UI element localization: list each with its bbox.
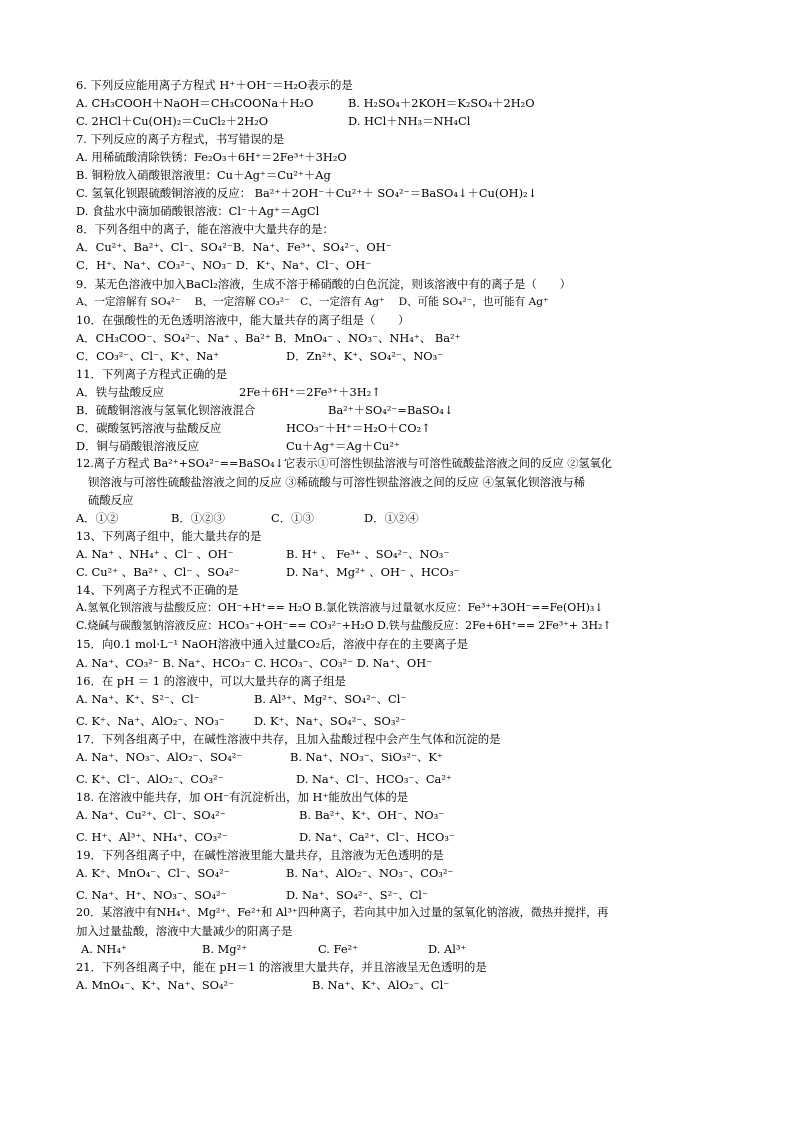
q10-options-ab: A．CH₃COO⁻、SO₄²⁻、Na⁺ 、Ba²⁺ B．MnO₄⁻ 、NO₃⁻、NH₄⁺、 Ba²⁺ [76, 330, 461, 345]
question-12-stem-line2: 钡溶液与可溶性硫酸盐溶液之间的反应 ③稀硫酸与可溶性钡盐溶液之间的反应 ④氢氧化钡溶液与稀 [88, 475, 586, 490]
question-19-stem: 19．下列各组离子中，在碱性溶液里能大量共存，且溶液为无色透明的是 [76, 847, 444, 862]
q18-option-c: C. H⁺、Al³⁺、NH₄⁺、CO₃²⁻ [76, 829, 228, 844]
q12-option-d: D．①②④ [364, 511, 419, 526]
q10-option-c: C．CO₃²⁻、Cl⁻、K⁺、Na⁺ [76, 348, 220, 363]
q12-option-a: A．①② [76, 511, 119, 526]
question-12-stem-line1: 12.离子方程式 Ba²⁺+SO₄²⁻==BaSO₄↓它表示①可溶性钡盐溶液与可溶性硫酸盐溶液之间的反应 ②氢氧化 [76, 456, 612, 470]
question-13-stem: 13、下列离子组中，能大量共存的是 [76, 529, 262, 544]
q9-options: A、一定溶解有 SO₄²⁻ B、一定溶解 CO₃²⁻ C、一定溶有 Ag⁺ D、可能 SO₄²⁻，也可能有 Ag⁺ [76, 295, 549, 308]
q6-option-c: C. 2HCl＋Cu(OH)₂＝CuCl₂＋2H₂O [76, 114, 269, 129]
q19-option-b: B. Na⁺、AlO₂⁻、NO₃⁻、CO₃²⁻ [286, 866, 454, 881]
q18-option-a: A. Na⁺、Cu²⁺、Cl⁻、SO₄²⁻ [76, 807, 226, 822]
q11-option-d-equation: Cu＋Ag⁺＝Ag＋Cu²⁺ [286, 438, 400, 453]
q19-option-d: D. Na⁺、SO₄²⁻、S²⁻、Cl⁻ [286, 888, 428, 903]
question-8-stem: 8．下列各组中的离子，能在溶液中大量共存的是： [76, 222, 334, 237]
q16-options-cd [76, 712, 736, 730]
q7-option-d: D. 食盐水中滴加硝酸银溶液：Cl⁻＋Ag⁺＝AgCl [76, 204, 320, 219]
question-21-stem: 21．下列各组离子中，能在 pH＝1 的溶液里大量共存，并且溶液呈无色透明的是 [76, 960, 487, 975]
question-6-options-ab [76, 94, 736, 112]
q11-option-d-label: D．铜与硝酸银溶液反应 [76, 438, 200, 453]
q21-option-b: B. Na⁺、K⁺、AlO₂⁻、Cl⁻ [312, 978, 450, 993]
q6-option-a: A. CH₃COOH＋NaOH＝CH₃COONa＋H₂O [76, 96, 314, 111]
q16-option-a: A. Na⁺、K⁺、S²⁻、Cl⁻ [76, 691, 200, 706]
q11-option-c [76, 419, 736, 437]
q13-option-a: A. Na⁺ 、NH₄⁺ 、Cl⁻ 、OH⁻ [76, 547, 234, 562]
worksheet-page [76, 76, 736, 994]
question-12-stem-line3: 硫酸反应 [88, 493, 134, 508]
q13-option-d: D. Na⁺、Mg²⁺ 、OH⁻ 、HCO₃⁻ [286, 565, 460, 580]
question-10-stem: 10．在强酸性的无色透明溶液中，能大量共存的离子组是（ ） [76, 312, 410, 327]
q11-option-c-equation: HCO₃⁻＋H⁺＝H₂O＋CO₂↑ [286, 420, 431, 435]
q17-option-c: C. K⁺、Cl⁻、AlO₂⁻、CO₃²⁻ [76, 771, 224, 786]
q18-option-d: D. Na⁺、Ca²⁺、Cl⁻、HCO₃⁻ [299, 829, 455, 844]
q7-option-b: B. 铜粉放入硝酸银溶液里：Cu＋Ag⁺＝Cu²⁺＋Ag [76, 168, 331, 183]
question-18-stem: 18. 在溶液中能共存，加 OH⁻有沉淀析出，加 H⁺能放出气体的是 [76, 789, 409, 804]
q17-option-d: D. Na⁺、Cl⁻、HCO₃⁻、Ca²⁺ [296, 771, 452, 786]
q8-options-cd: C．H⁺、Na⁺、CO₃²⁻、NO₃⁻ D．K⁺、Na⁺、Cl⁻、OH⁻ [76, 258, 372, 273]
q20-option-b: B. Mg²⁺ [202, 942, 248, 957]
q13-option-c: C. Cu²⁺ 、Ba²⁺ 、Cl⁻ 、SO₄²⁻ [76, 565, 240, 580]
question-6-stem: 6. 下列反应能用离子方程式 H⁺＋OH⁻＝H₂O表示的是 [76, 78, 353, 92]
q15-options: A. Na⁺、CO₃²⁻ B. Na⁺、HCO₃⁻ C. HCO₃⁻、CO₃²⁻ D. Na⁺、OH⁻ [76, 655, 433, 670]
question-20-stem-line1: 20．某溶液中有NH₄⁺、Mg²⁺、Fe²⁺和 Al³⁺四种离子，若向其中加入过量的氢氧化钠溶液，微热并搅拌，再 [76, 906, 609, 920]
q21-options-ab [76, 976, 736, 994]
q11-option-b-label: B．硫酸铜溶液与氢氧化钡溶液混合 [76, 402, 256, 417]
question-17-stem: 17．下列各组离子中，在碱性溶液中共存，且加入盐酸过程中会产生气体和沉淀的是 [76, 731, 501, 746]
q13-options-ab [76, 545, 736, 563]
q10-options-cd [76, 347, 736, 365]
q18-option-b: B. Ba²⁺、K⁺、OH⁻、NO₃⁻ [299, 807, 445, 822]
q16-option-b: B. Al³⁺、Mg²⁺、SO₄²⁻、Cl⁻ [254, 691, 407, 706]
q19-option-a: A. K⁺、MnO₄⁻、Cl⁻、SO₄²⁻ [76, 866, 230, 881]
question-15-stem: 15．向0.1 mol·L⁻¹ NaOH溶液中通入过量CO₂后，溶液中存在的主要离子是 [76, 637, 469, 652]
q20-option-d: D. Al³⁺ [428, 942, 467, 957]
q12-option-b: B．①②③ [171, 511, 225, 526]
question-20-stem-line2: 加入过量盐酸，溶液中大量减少的阳离子是 [76, 924, 293, 939]
question-16-stem: 16．在 pH ＝ 1 的溶液中，可以大量共存的离子组是 [76, 673, 346, 688]
q11-option-d [76, 437, 736, 455]
q8-options-ab: A．Cu²⁺、Ba²⁺、Cl⁻、SO₄²⁻B．Na⁺、Fe³⁺、SO₄²⁻、OH⁻ [76, 240, 392, 255]
q10-option-d: D．Zn²⁺、K⁺、SO₄²⁻、NO₃⁻ [286, 348, 444, 363]
q7-option-c: C. 氢氧化钡跟硫酸铜溶液的反应： Ba²⁺＋2OH⁻＋Cu²⁺＋ SO₄²⁻＝BaSO₄↓＋Cu(OH)₂↓ [76, 186, 538, 201]
q11-option-b [76, 401, 736, 419]
q11-option-b-equation: Ba²⁺＋SO₄²⁻=BaSO₄↓ [328, 402, 454, 417]
q19-options-ab [76, 864, 736, 882]
question-14-stem: 14、下列离子方程式不正确的是 [76, 583, 239, 598]
q17-option-b: B. Na⁺、NO₃⁻、SiO₃²⁻、K⁺ [290, 749, 443, 764]
question-9-stem: 9．某无色溶液中加入BaCl₂溶液，生成不溶于稀硝酸的白色沉淀，则该溶液中有的离子是（ ） [76, 276, 571, 291]
q19-option-c: C. Na⁺、H⁺、NO₃⁻、SO₄²⁻ [76, 888, 227, 903]
q13-options-cd [76, 563, 736, 581]
q14-options-cd: C.烧碱与碳酸氢钠溶液反应：HCO₃⁻+OH⁻== CO₃²⁻+H₂O D.铁与盐酸反应：2Fe+6H⁺== 2Fe³⁺+ 3H₂↑ [76, 619, 612, 633]
q16-options-ab [76, 690, 736, 708]
q19-options-cd [76, 886, 736, 904]
question-6-options-cd [76, 112, 736, 130]
q7-option-a: A. 用稀硫酸清除铁锈：Fe₂O₃＋6H⁺＝2Fe³⁺＋3H₂O [76, 150, 347, 165]
q18-options-cd [76, 828, 736, 846]
q20-options [76, 940, 736, 958]
q21-option-a: A. MnO₄⁻、K⁺、Na⁺、SO₄²⁻ [76, 978, 235, 993]
q18-options-ab [76, 806, 736, 824]
q11-option-a [76, 383, 736, 401]
q12-option-c: C．①③ [271, 511, 314, 526]
q17-option-a: A. Na⁺、NO₃⁻、AlO₂⁻、SO₄²⁻ [76, 749, 243, 764]
q16-option-d: D. K⁺、Na⁺、SO₄²⁻、SO₃²⁻ [254, 713, 407, 728]
q6-option-b: B. H₂SO₄＋2KOH＝K₂SO₄＋2H₂O [348, 96, 535, 111]
q17-options-cd [76, 770, 736, 788]
q17-options-ab [76, 748, 736, 766]
q14-options-ab: A.氢氧化钡溶液与盐酸反应：OH⁻+H⁺== H₂O B.氯化铁溶液与过量氨水反应：Fe³⁺+3OH⁻==Fe(OH)₃↓ [76, 601, 604, 615]
q20-option-a: A. NH₄⁺ [81, 942, 127, 957]
q12-options [76, 509, 736, 527]
question-11-stem: 11．下列离子方程式正确的是 [76, 366, 228, 381]
q20-option-c: C. Fe²⁺ [318, 942, 359, 957]
q11-option-a-equation: 2Fe＋6H⁺＝2Fe³⁺＋3H₂↑ [239, 384, 381, 399]
q13-option-b: B. H⁺ 、 Fe³⁺ 、SO₄²⁻、NO₃⁻ [286, 547, 450, 562]
q11-option-a-label: A．铁与盐酸反应 [76, 384, 164, 399]
q11-option-c-label: C．碳酸氢钙溶液与盐酸反应 [76, 420, 222, 435]
q6-option-d: D. HCl＋NH₃＝NH₄Cl [348, 114, 471, 129]
question-7-stem: 7. 下列反应的离子方程式，书写错误的是 [76, 132, 285, 147]
q16-option-c: C. K⁺、Na⁺、AlO₂⁻、NO₃⁻ [76, 713, 225, 728]
